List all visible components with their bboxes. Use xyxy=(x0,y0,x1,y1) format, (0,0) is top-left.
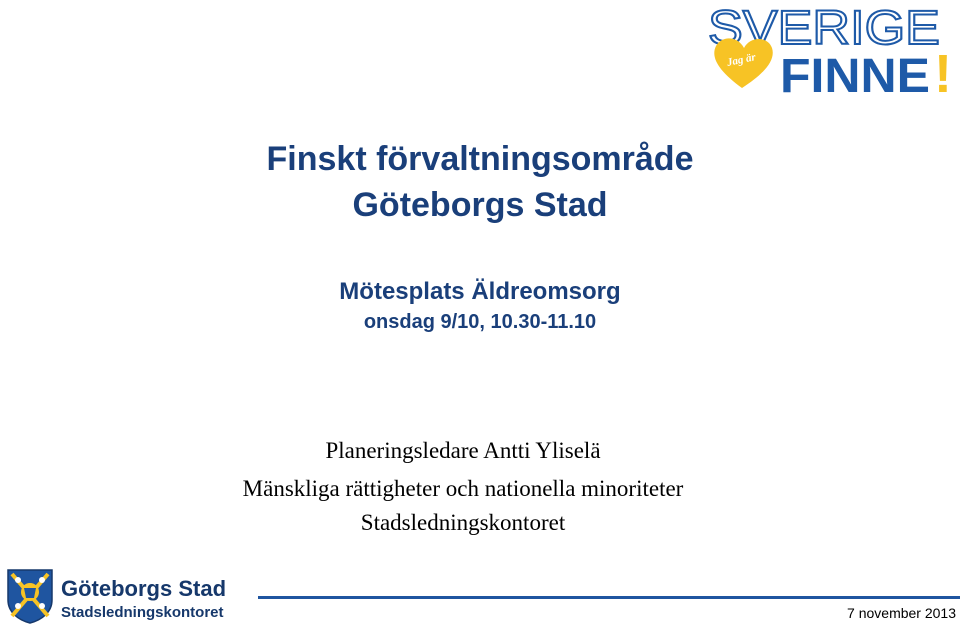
title-line-1: Finskt förvaltningsområde xyxy=(266,140,694,178)
meeting-name: Mötesplats Äldreomsorg xyxy=(339,278,621,305)
presenter-office: Stadsledningskontoret xyxy=(360,510,566,535)
logo-word-sverige: SVERIGE xyxy=(708,2,940,55)
meeting-time: onsdag 9/10, 10.30-11.10 xyxy=(363,311,597,333)
presenter-role: Planeringsledare Antti Yliselä xyxy=(325,438,601,463)
logo-word-finne: FINNE xyxy=(780,50,930,98)
presenter-department: Mänskliga rättigheter och nationella minoriteter xyxy=(242,476,684,501)
heart-text: Jag är xyxy=(725,51,757,69)
title-line-2: Göteborgs Stad xyxy=(352,186,608,224)
city-logo-department: Stadsledningskontoret xyxy=(61,604,224,621)
footer-rule xyxy=(258,596,960,599)
city-crest-icon xyxy=(4,566,56,624)
logo-exclaim: ! xyxy=(934,44,952,98)
sverige-finne-logo xyxy=(706,0,960,98)
city-logo-name: Göteborgs Stad xyxy=(61,576,227,601)
footer-date: 7 november 2013 xyxy=(847,605,956,621)
